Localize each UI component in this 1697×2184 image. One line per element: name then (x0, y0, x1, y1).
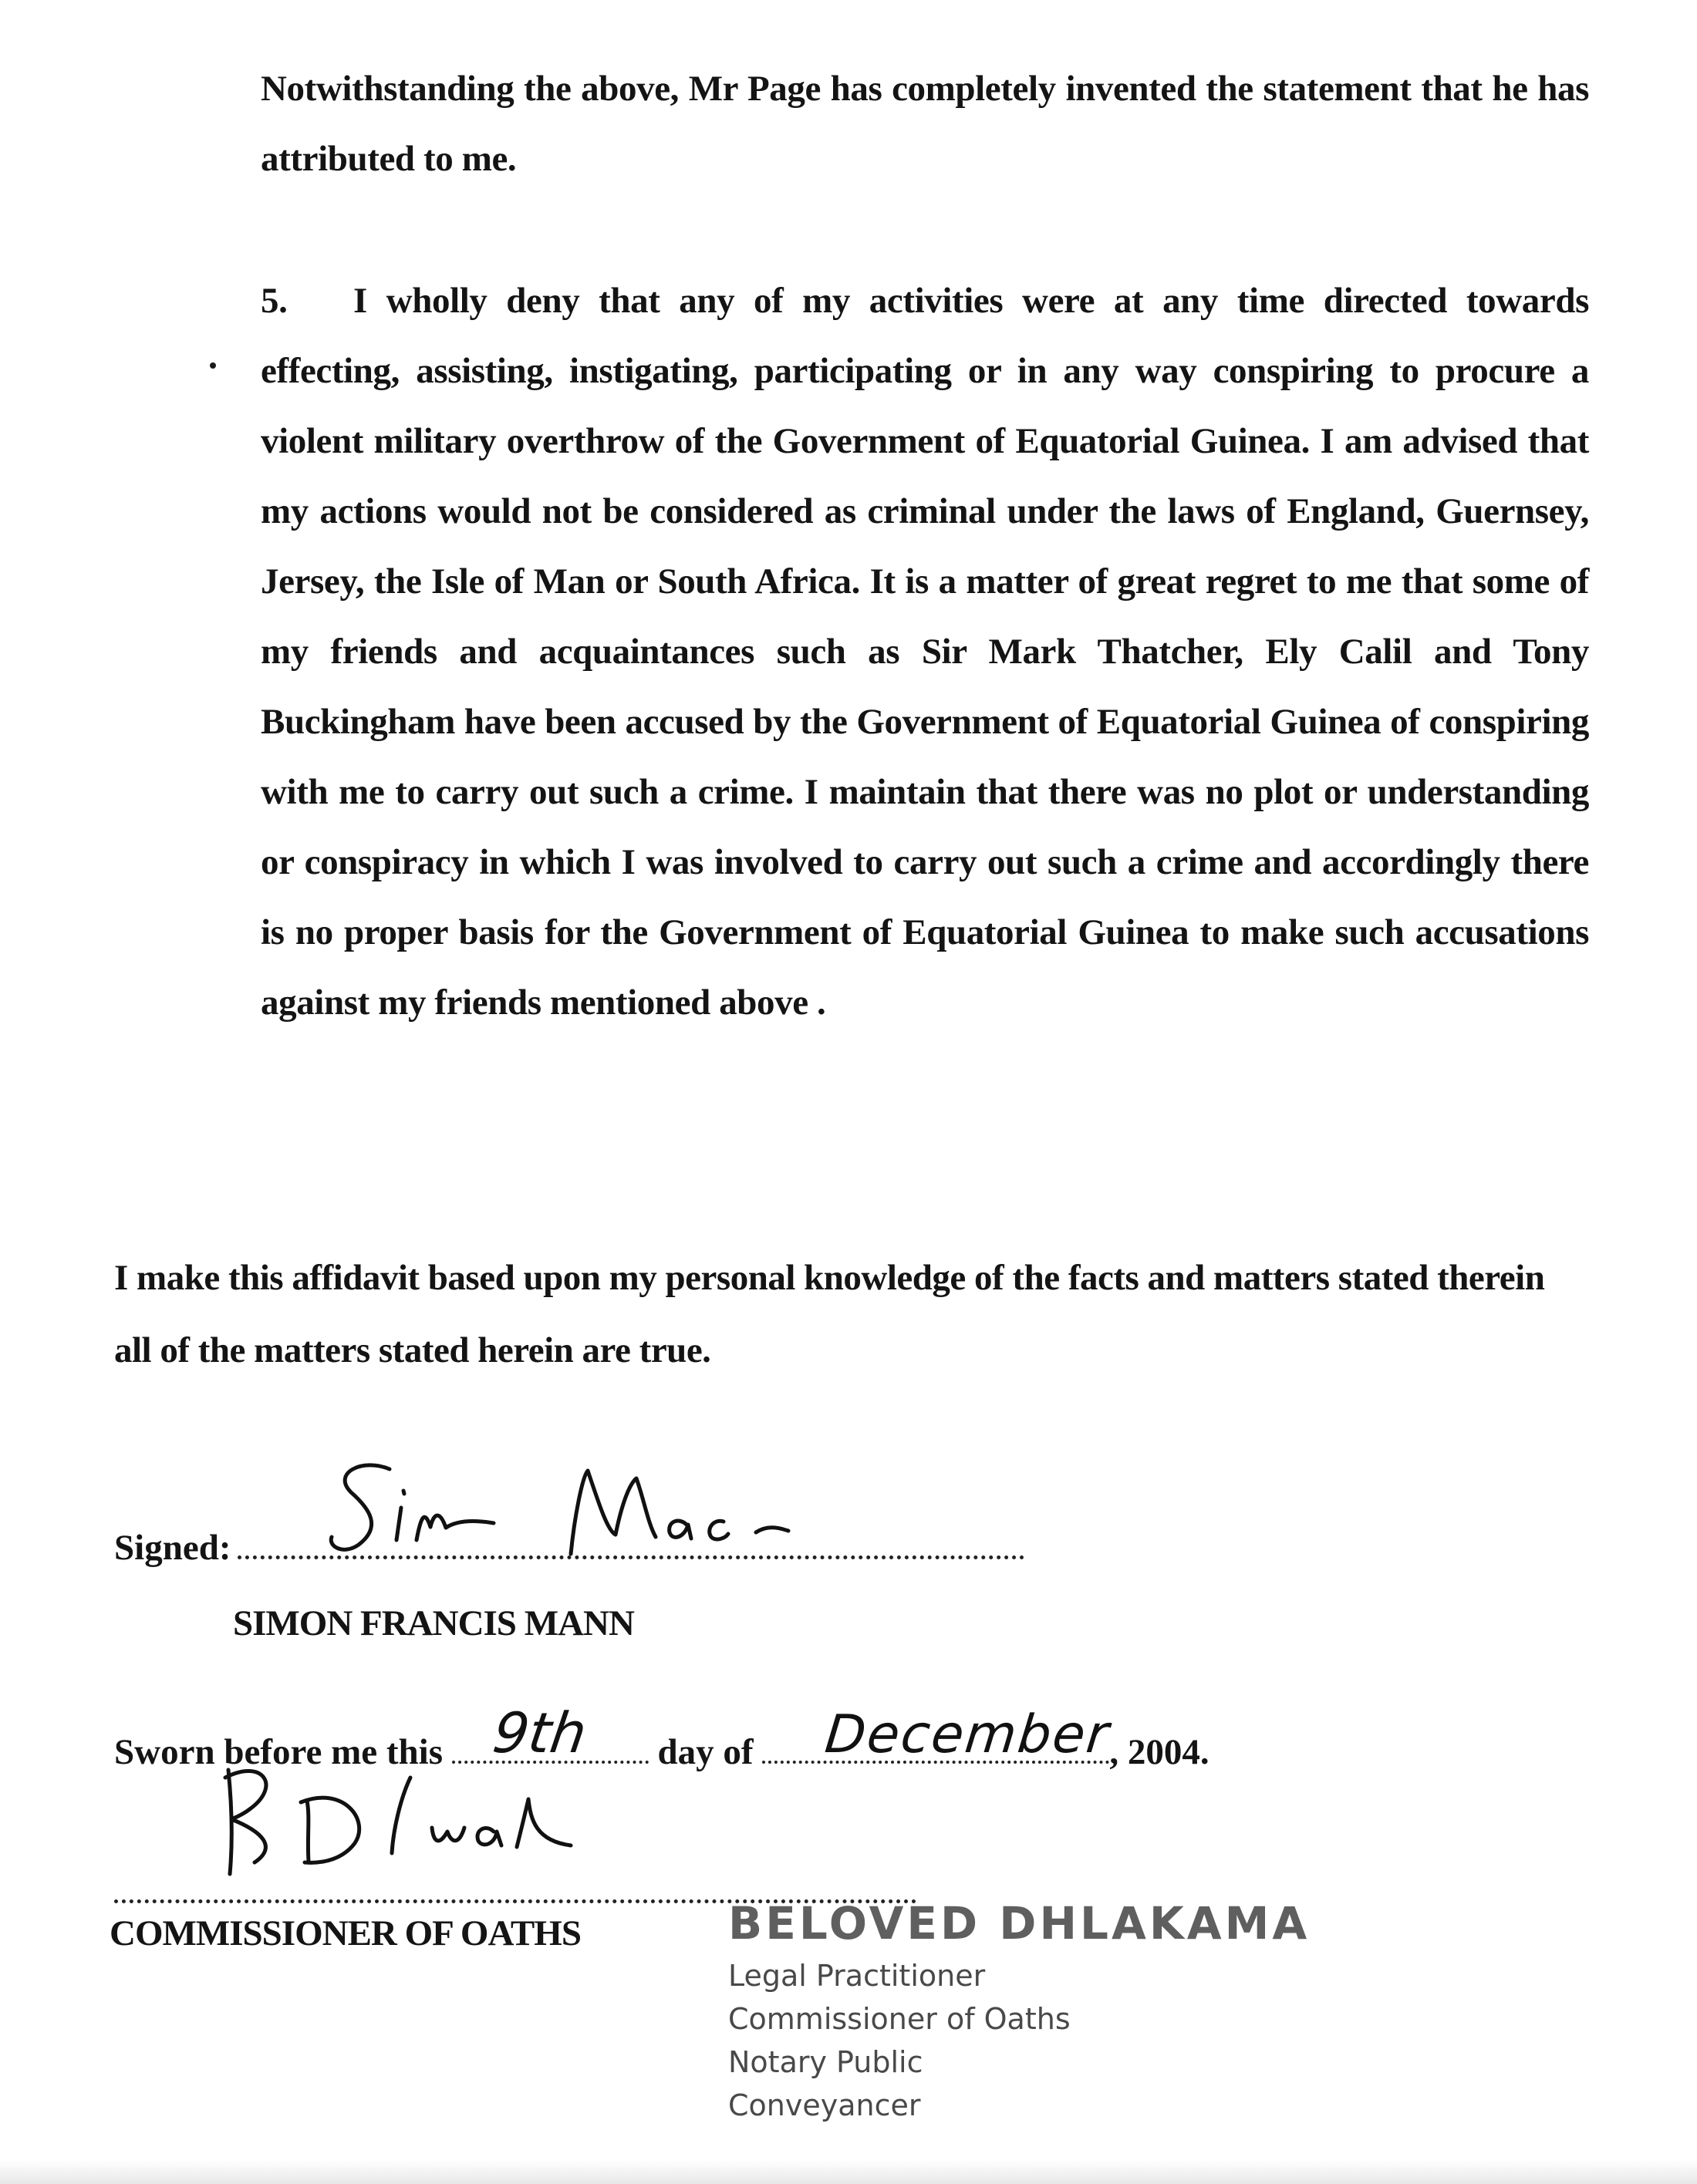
paragraph-5 (261, 266, 1589, 1038)
handwritten-day: 9th (489, 1700, 591, 1765)
paragraph-number: 5. (261, 281, 288, 321)
day-of-label: day of (657, 1732, 754, 1772)
commissioner-title: COMMISSIONER OF OATHS (110, 1913, 581, 1953)
paragraph-5-text: I wholly deny that any of my activities were at any time directed towards effecting, assisting, instigating, participating or in any way conspiring to procure a violent military overthrow of the Government of Equatorial Guinea. I am advised that my actions would not be considered as criminal under the laws of England, Guernsey, Jersey, the Isle of Man or South Africa. It is a matter of great regret to me that some of my friends and acquaintances such as Sir Mark Thatcher, Ely Calil and Tony Buckingham have been accused by the Government of Equatorial Guinea of conspiring with me to carry out such a crime. I maintain that there was no plot or understanding or conspiracy in which I was involved to carry out such a crime and accordingly there is no proper basis for the Government of Equatorial Guinea to make such accusations against my friends mentioned above . (261, 281, 1589, 1023)
stamp-line: Conveyancer (728, 2088, 921, 2122)
notary-stamp (728, 1897, 1310, 2127)
signature-simon-mann (316, 1454, 810, 1569)
stamp-line: Commissioner of Oaths (728, 2002, 1071, 2036)
signatory-name: SIMON FRANCIS MANN (233, 1603, 634, 1643)
year-text: , 2004. (1109, 1732, 1209, 1772)
signature-commissioner (208, 1754, 625, 1886)
stamp-name: BELOVED DHLAKAMA (728, 1897, 1311, 1950)
closing-statement: I make this affidavit based upon my personal knowledge of the facts and matters stated therein all of the matters stated herein are true. (114, 1258, 1545, 1370)
handwritten-month: December (822, 1704, 1113, 1765)
stamp-line: Legal Practitioner (728, 1959, 986, 1993)
stray-mark (210, 362, 216, 369)
signed-label: Signed: (114, 1528, 231, 1568)
sworn-prefix: Sworn before me this (114, 1732, 444, 1772)
paragraph-top: Notwithstanding the above, Mr Page has completely invented the statement that he has attributed to me. (261, 69, 1589, 179)
stamp-line: Notary Public (728, 2045, 923, 2079)
page-bottom-edge (0, 2159, 1697, 2184)
